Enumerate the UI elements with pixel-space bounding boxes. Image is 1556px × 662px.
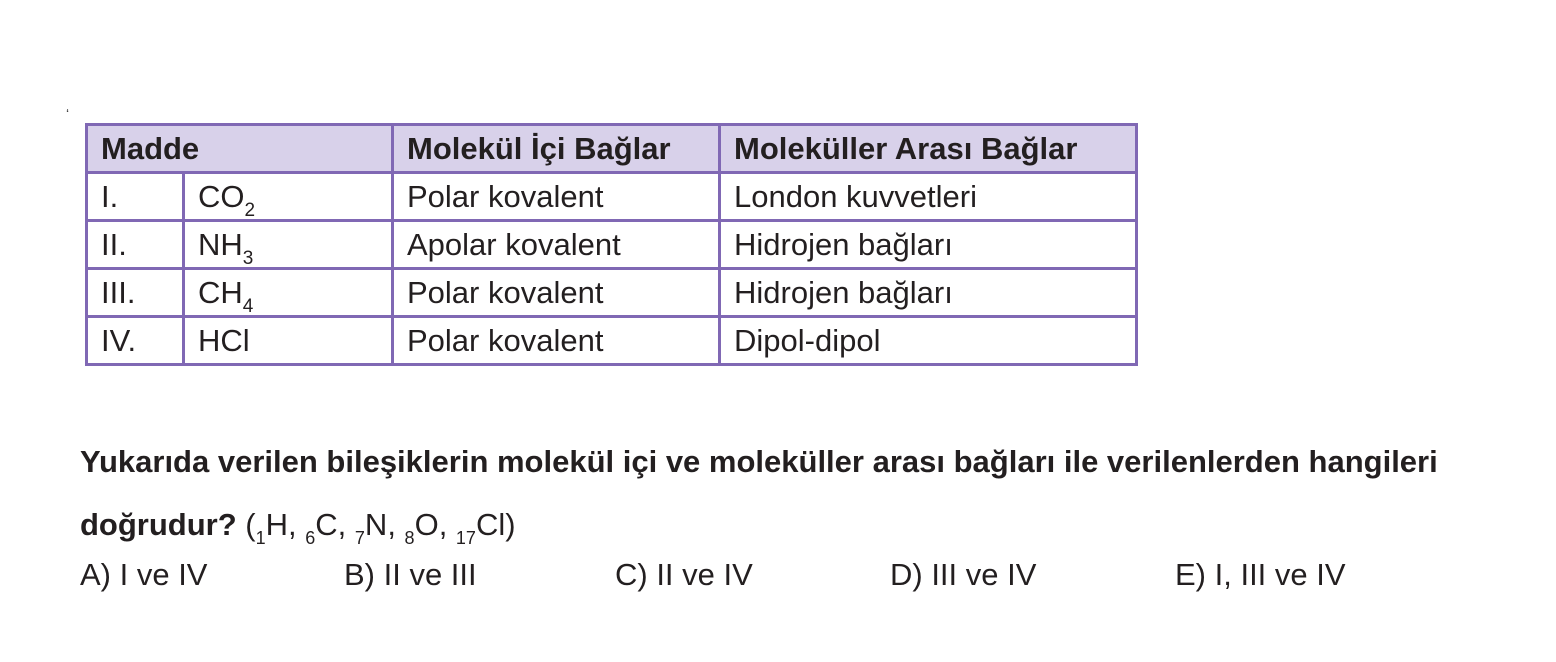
- formula-cell: [184, 317, 393, 365]
- element-symbol: C: [315, 507, 338, 542]
- answer-options: [80, 557, 1480, 601]
- table-header-row: [87, 125, 1137, 173]
- row-number: I.: [87, 173, 184, 221]
- formula-base: CO: [198, 179, 245, 214]
- row-number: IV.: [87, 317, 184, 365]
- intramolecular-cell: Apolar kovalent: [393, 221, 720, 269]
- intramolecular-cell: Polar kovalent: [393, 317, 720, 365]
- formula-base: HCl: [198, 323, 250, 358]
- intermolecular-cell: Hidrojen bağları: [720, 221, 1137, 269]
- element-symbol: N: [364, 507, 388, 542]
- formula-subscript: 2: [244, 200, 256, 221]
- element-symbol: Cl: [475, 507, 506, 542]
- intramolecular-cell: Polar kovalent: [393, 173, 720, 221]
- header-intermolecular: Moleküller Arası Bağlar: [720, 125, 1137, 173]
- option-b[interactable]: B) II ve III: [344, 557, 477, 592]
- row-number: II.: [87, 221, 184, 269]
- formula-cell: [184, 269, 393, 317]
- intermolecular-cell: Dipol-dipol: [720, 317, 1137, 365]
- formula-subscript: 3: [242, 248, 254, 269]
- stray-mark: ʻ: [66, 106, 70, 122]
- header-intramolecular: Molekül İçi Bağlar: [393, 125, 720, 173]
- formula-base: NH: [198, 227, 243, 262]
- question-line-2: doğrudur? ($_1H$, $_6$C, $_7$N, $_8$O, $_{17}$Cl): [80, 507, 516, 548]
- table-row: [87, 173, 1137, 221]
- option-d[interactable]: D) III ve IV: [890, 557, 1037, 592]
- row-number: III.: [87, 269, 184, 317]
- table-row: [87, 269, 1137, 317]
- option-a[interactable]: A) I ve IV: [80, 557, 208, 592]
- option-c[interactable]: C) II ve IV: [615, 557, 753, 592]
- header-substance: Madde: [87, 125, 393, 173]
- formula-cell: [184, 221, 393, 269]
- formula-subscript: 4: [242, 296, 254, 317]
- table-row: [87, 317, 1137, 365]
- element-symbol: H: [265, 507, 289, 542]
- formula-cell: [184, 173, 393, 221]
- intermolecular-cell: Hidrojen bağları: [720, 269, 1137, 317]
- atomic-number: 7: [354, 528, 365, 548]
- element-symbol: O: [414, 507, 439, 542]
- atomic-number: 6: [305, 528, 316, 548]
- option-e[interactable]: E) I, III ve IV: [1175, 557, 1346, 592]
- formula-base: CH: [198, 275, 243, 310]
- atomic-number: 17: [455, 528, 476, 548]
- atomic-number: 8: [404, 528, 415, 548]
- question-line-1: Yukarıda verilen bileşiklerin molekül içi ve moleküller arası bağları ile verilenlerden hangileri: [80, 444, 1438, 479]
- question-stem: [80, 430, 1550, 556]
- question-line-2-bold: doğrudur?: [80, 507, 237, 542]
- atomic-number: 1: [255, 528, 266, 548]
- table-row: [87, 221, 1137, 269]
- intermolecular-cell: London kuvvetleri: [720, 173, 1137, 221]
- intramolecular-cell: Polar kovalent: [393, 269, 720, 317]
- bond-table: [85, 123, 1138, 366]
